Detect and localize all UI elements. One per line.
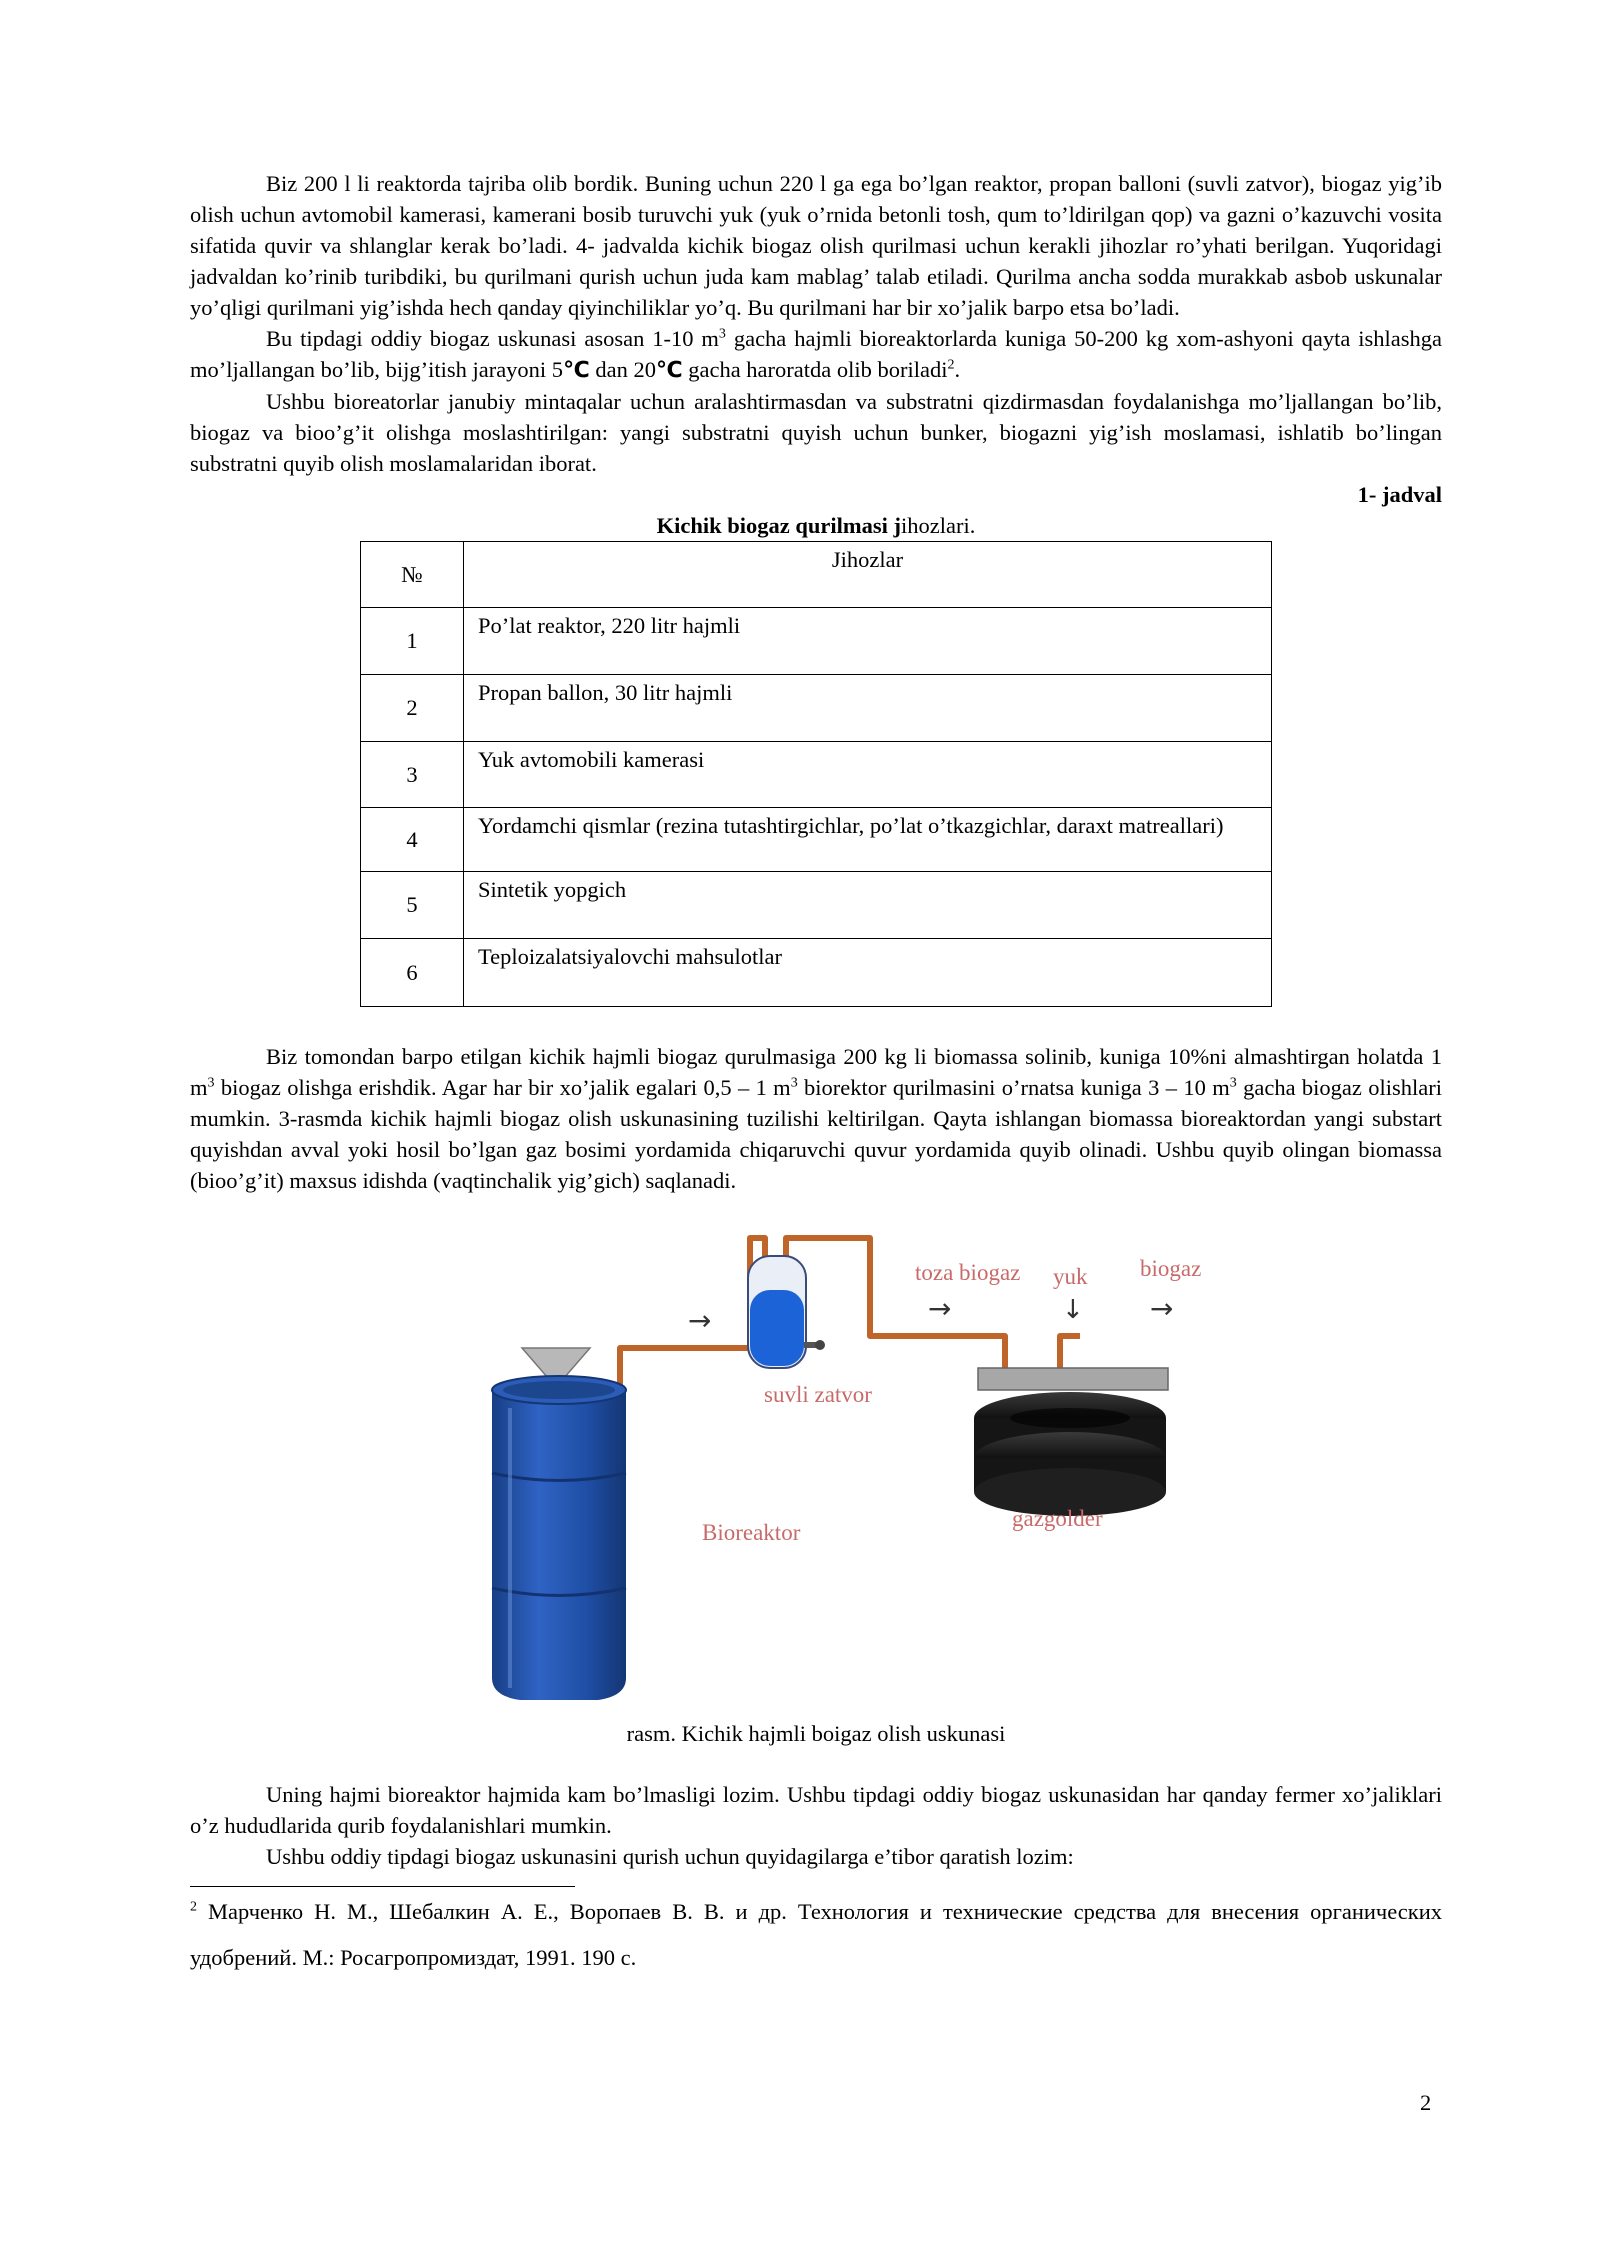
page-number: 2 — [1420, 2090, 1432, 2115]
row-number: 3 — [361, 742, 464, 808]
paragraph-6: Ushbu oddiy tipdagi biogaz uskunasini qurish uchun quyidagilarga e’tibor qaratish lozim: — [266, 1844, 1074, 1869]
paragraph-4-text-d: gacha biogaz olishlari mumkin. 3-rasmda kichik hajmli biogaz olish uskunasining tuzilishi keltirilgan. Qayta ishlangan biomassa bioreaktordan yangi substart quyishdan avval yoki hosil bo’lgan gaz bosimi yordamida chiqaruvchi quvur yordamida quyib olinadi. Ushbu quyib olingan biomassa (bioo’g’it) maxsus idishda (vaqtinchalik yig’gich) saqlanadi. — [190, 1075, 1442, 1193]
paragraph-4-text-b: biogaz olishga erishdik. Agar har bir xo’jalik egalari 0,5 – 1 m — [214, 1075, 791, 1100]
equipment-table — [360, 541, 1272, 1007]
paragraph-2-text-d: gacha haroratda olib boriladi — [682, 357, 948, 382]
paragraph-2-text-a: Bu tipdagi oddiy biogaz uskunasi asosan 1-10 m — [266, 326, 719, 351]
celsius-symbol: ℃ — [655, 358, 683, 383]
paragraph-4 — [190, 1041, 1442, 1196]
row-number: 6 — [361, 939, 464, 1007]
header-cell-name: Jihozlar — [464, 542, 1272, 608]
figure-caption: rasm. Kichik hajmli boigaz olish uskunasi — [626, 1721, 1006, 1746]
row-name: Yordamchi qismlar (rezina tutashtirgichlar, po’lat o’tkazgichlar, daraxt matreallari) — [464, 808, 1272, 872]
water-seal-cylinder-icon — [748, 1256, 825, 1368]
table-row — [361, 939, 1272, 1007]
footnote-reference[interactable]: 2 — [947, 357, 955, 373]
bioreactor-barrel-icon — [492, 1376, 626, 1700]
label-gazgolder: gazgolder — [1012, 1506, 1103, 1531]
footnote-separator — [190, 1886, 575, 1887]
paragraph-3: Ushbu bioreatorlar janubiy mintaqalar uchun aralashtirmasdan va substratni qizdirmasdan foydalanishga mo’ljallangan bo’lib, biogaz va bioo’g’it olishga moslashtirilgan: yangi substratni quyish uchun bunker, biogazni yig’ish moslamasi, ishlatib bo’lingan substratni quyib olish moslamalaridan iborat. — [190, 389, 1442, 476]
celsius-symbol: ℃ — [563, 358, 590, 383]
superscript: 3 — [718, 326, 726, 342]
paragraph-2-text-e: . — [954, 357, 961, 382]
row-name: Sintetik yopgich — [464, 872, 1272, 939]
table-header-row — [361, 542, 1272, 608]
footnote — [190, 1889, 1442, 1981]
label-biogaz: biogaz — [1140, 1256, 1202, 1281]
superscript: 3 — [207, 1075, 215, 1091]
flow-arrow-icon: → — [928, 1292, 952, 1325]
paragraph-4-text-a: Biz tomondan barpo etilgan kichik hajmli biogaz qurulmasiga 200 kg li biomassa solinib, kuniga 10%ni almashtirgan holatda 1 m — [190, 1044, 1442, 1100]
paragraph-2-text-b: gacha hajmli bioreaktorlarda kuniga 50-200 kg xom-ashyoni qayta ishlashga mo’ljallangan bo’lib, bijg’itish jarayoni 5 — [190, 326, 1443, 382]
table-row — [361, 608, 1272, 675]
flow-arrow-icon: → — [688, 1304, 712, 1337]
table-row — [361, 675, 1272, 742]
page-content — [190, 168, 1442, 1981]
table-title — [190, 510, 1442, 541]
footnote-text: Марченко Н. М., Шебалкин А. Е., Воропаев В. В. и др. Технология и технические средства для внесения органических удобрений. М.: Росагропромиздат, 1991. 190 с. — [190, 1899, 1442, 1970]
load-arrow-icon: ↓ — [1062, 1295, 1084, 1325]
label-toza-biogaz: toza biogaz — [915, 1260, 1021, 1285]
row-name: Teploizalatsiyalovchi mahsulotlar — [464, 939, 1272, 1007]
label-bioreaktor: Bioreaktor — [702, 1520, 801, 1545]
table-row — [361, 742, 1272, 808]
row-name: Po’lat reaktor, 220 litr hajmli — [464, 608, 1272, 675]
table-row — [361, 872, 1272, 939]
table-row — [361, 808, 1272, 872]
row-number: 1 — [361, 608, 464, 675]
superscript: 3 — [1229, 1075, 1237, 1091]
paragraph-5: Uning hajmi bioreaktor hajmida kam bo’lmasligi lozim. Ushbu tipdagi oddiy biogaz uskunasidan har qanday fermer xo’jaliklari o’z hududlarida qurib foydalanishlari mumkin. — [190, 1782, 1442, 1838]
paragraph-2-text-c: dan 20 — [589, 357, 656, 382]
paragraph-4-text-c: biorektor qurilmasini o’rnatsa kuniga 3 – 10 m — [797, 1075, 1230, 1100]
row-name: Yuk avtomobili kamerasi — [464, 742, 1272, 808]
pipe-gazgolder-outlet — [1060, 1336, 1080, 1368]
row-number: 5 — [361, 872, 464, 939]
paragraph-1: Biz 200 l li reaktorda tajriba olib bordik. Buning uchun 220 l ga ega bo’lgan reaktor, propan balloni (suvli zatvor), biogaz yig’ib olish uchun avtomobil kamerasi, kamerani bosib turuvchi yuk (yuk o’rnida betonli tosh, qum to’ldirilgan qop) va gazni o’kazuvchi vosita sifatida quvir va shlanglar kerak bo’ladi. 4- jadvalda kichik biogaz olish qurilmasi uchun kerakli jihozlar ro’yhati berilgan. Yuqoridagi jadvaldan ko’rinib turibdiki, bu qurilmani qurish uchun juda kam mablag’ talab etiladi. Qurilma ancha sodda murakkab asbob uskunalar yo’qligi qurilmani yig’ishda hech qanday qiyinchiliklar yo’q. Bu qurilmani har bir xo’jalik barpo etsa bo’ladi. — [190, 171, 1442, 320]
weight-plate — [978, 1368, 1168, 1390]
footnote-marker: 2 — [190, 1899, 197, 1915]
superscript: 3 — [790, 1075, 798, 1091]
row-name: Propan ballon, 30 litr hajmli — [464, 675, 1272, 742]
label-yuk: yuk — [1053, 1264, 1088, 1289]
biogaz-apparatus-figure — [190, 1218, 1442, 1718]
table-label: 1- jadval — [1357, 482, 1442, 507]
label-suvli-zatvor: suvli zatvor — [764, 1382, 872, 1407]
apparatus-diagram — [430, 1218, 1230, 1718]
gazgolder-tires-icon — [974, 1368, 1168, 1516]
flow-arrow-icon: → — [1150, 1292, 1174, 1325]
table-title-rest: ihozlari. — [901, 513, 976, 538]
row-number: 2 — [361, 675, 464, 742]
paragraph-2 — [190, 323, 1442, 386]
table-title-bold: Kichik biogaz qurilmasi j — [656, 513, 902, 538]
row-number: 4 — [361, 808, 464, 872]
header-cell-number: № — [361, 542, 464, 608]
